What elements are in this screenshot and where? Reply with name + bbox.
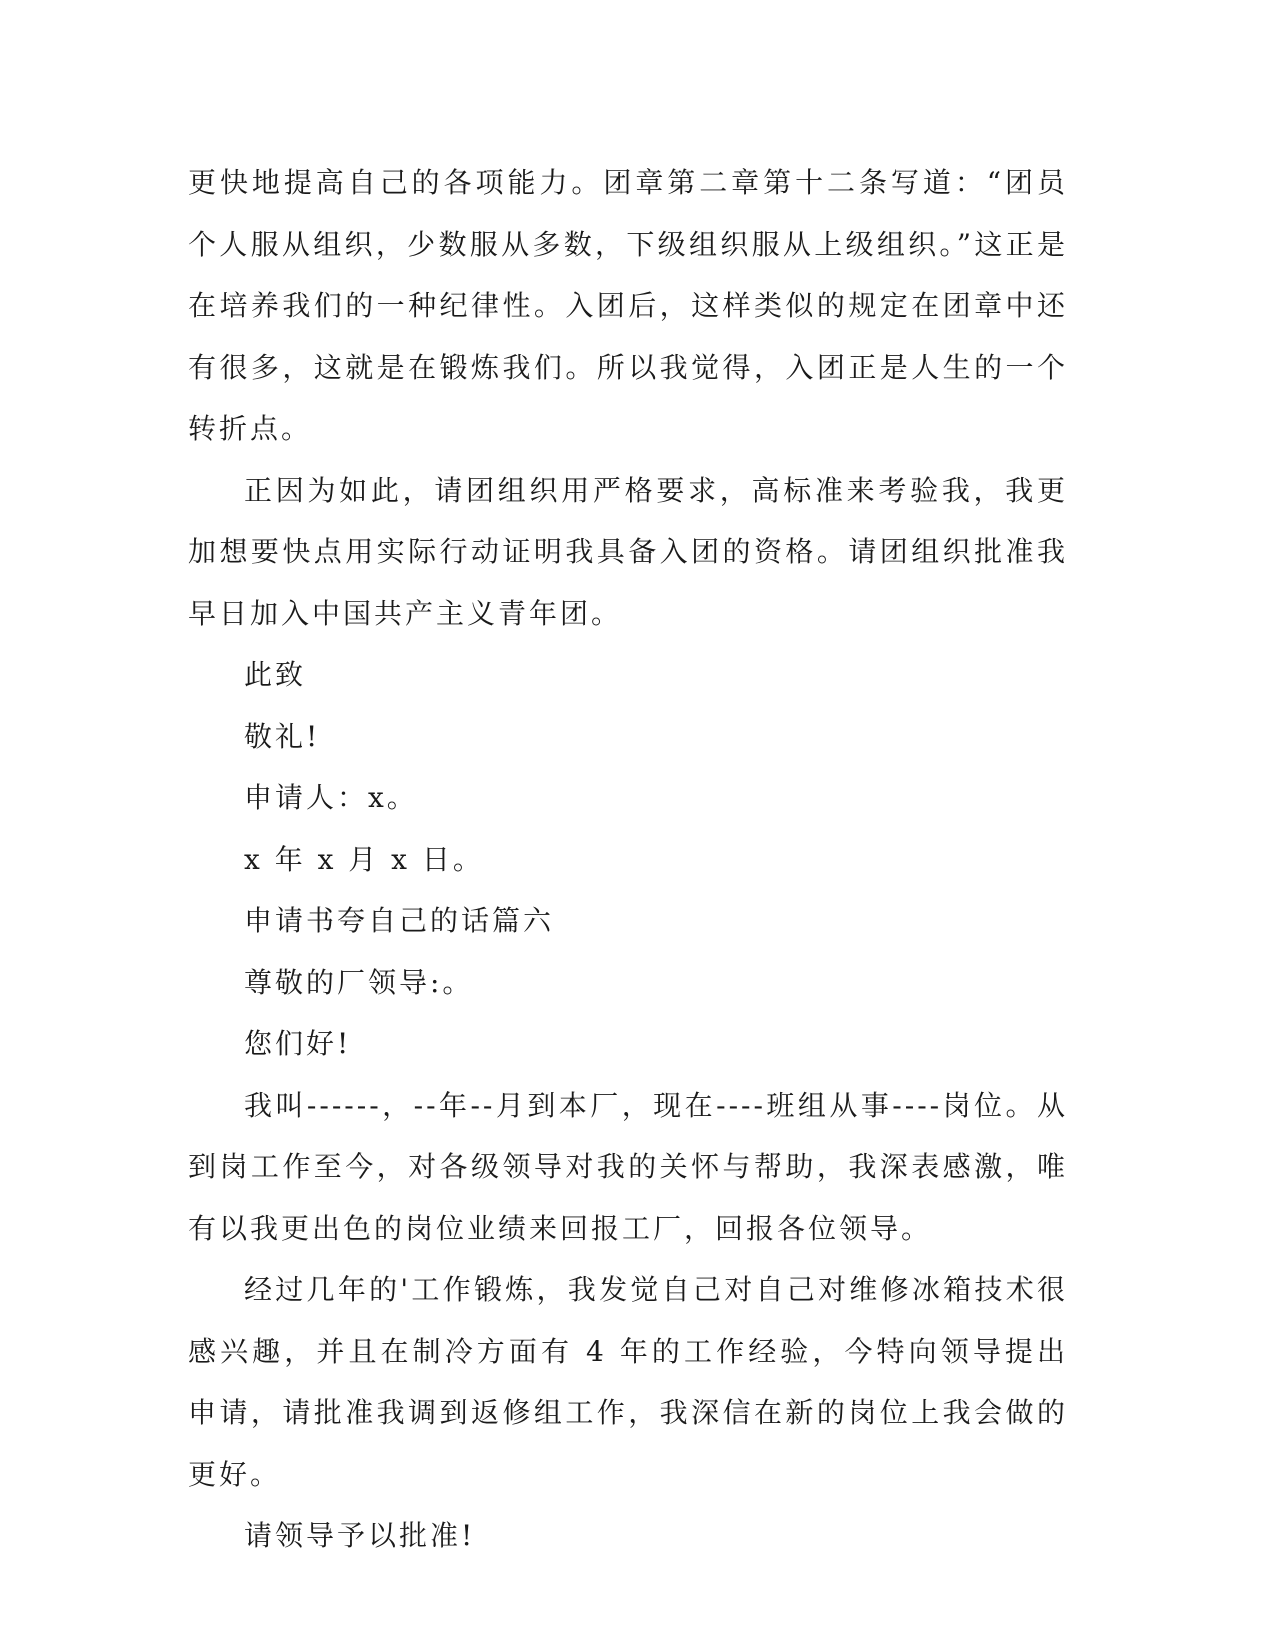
paragraph-introduction: 我叫------，--年--月到本厂，现在----班组从事----岗位。从到岗工作至今，对各级领导对我的关怀与帮助，我深表感激，唯有以我更出色的岗位业绩来回报工厂，回报各位领导。 <box>188 1088 1068 1245</box>
letter-greeting: 尊敬的厂领导:。 <box>244 965 474 999</box>
document-body <box>188 152 1068 1567</box>
section-title: 申请书夸自己的话篇六 <box>244 904 555 937</box>
closing-salutation: 此致 <box>244 658 307 691</box>
paragraph-request: 正因为如此，请团组织用严格要求，高标准来考验我，我更加想要快点用实际行动证明我具备入团的资格。请团组织批准我早日加入中国共产主义青年团。 <box>188 473 1068 630</box>
paragraph-transfer-request: 经过几年的'工作锻炼，我发觉自己对自己对维修冰箱技术很感兴趣，并且在制冷方面有 4 年的工作经验，今特向领导提出申请，请批准我调到返修组工作，我深信在新的岗位上我会做的更好。 <box>188 1273 1068 1491</box>
applicant-signature: 申请人：x。 <box>244 781 418 814</box>
approval-request: 请领导予以批准! <box>244 1519 476 1552</box>
letter-hello: 您们好! <box>244 1027 352 1060</box>
signature-date: x 年 x 月 x 日。 <box>244 842 484 876</box>
closing-respect: 敬礼! <box>244 719 321 753</box>
paragraph-continuation: 更快地提高自己的各项能力。团章第二章第十二条写道：“团员个人服从组织，少数服从多数，下级组织服从上级组织。”这正是在培养我们的一种纪律性。入团后，这样类似的规定在团章中还有很多，这就是在锻炼我们。所以我觉得，入团正是人生的一个转折点。 <box>188 166 1068 445</box>
